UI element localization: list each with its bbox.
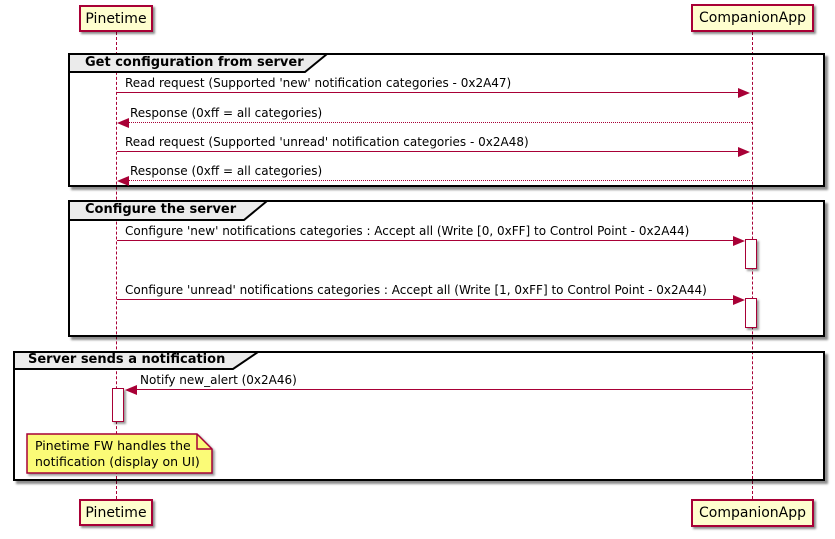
message-label: Configure 'new' notifications categories : Accept all (Write [0, 0xFF] to Control Point - 0x2A44) bbox=[125, 224, 690, 238]
note-line-1: Pinetime FW handles the bbox=[35, 438, 191, 453]
arrowhead-right-icon bbox=[733, 295, 745, 305]
message-line bbox=[117, 151, 739, 152]
frame-get-configuration-tab bbox=[68, 53, 329, 73]
message-line bbox=[117, 240, 734, 241]
arrowhead-left-icon bbox=[117, 176, 129, 186]
participant-label: Pinetime bbox=[85, 10, 147, 27]
note-text bbox=[35, 438, 200, 470]
frame-title: Configure the server bbox=[85, 202, 237, 217]
participant-label: CompanionApp bbox=[699, 10, 806, 26]
frame-title: Server sends a notification bbox=[28, 352, 226, 367]
message-line bbox=[117, 299, 734, 300]
message-line bbox=[128, 122, 752, 123]
message-label: Configure 'unread' notifications categories : Accept all (Write [1, 0xFF] to Control Point - 0x2A44) bbox=[125, 283, 707, 297]
arrowhead-right-icon bbox=[738, 88, 750, 98]
note-pinetime-fw bbox=[26, 433, 213, 474]
participant-pinetime-top bbox=[79, 5, 153, 32]
arrowhead-right-icon bbox=[738, 147, 750, 157]
message-line bbox=[117, 92, 739, 93]
participant-label: CompanionApp bbox=[699, 505, 806, 521]
participant-companionapp-bottom bbox=[691, 499, 814, 527]
arrowhead-left-icon bbox=[117, 118, 129, 128]
message-line bbox=[136, 389, 752, 390]
participant-pinetime-bottom bbox=[79, 499, 153, 526]
message-label: Read request (Supported 'new' notification categories - 0x2A47) bbox=[125, 76, 512, 90]
activation-companionapp-2 bbox=[745, 298, 757, 328]
message-label: Response (0xff = all categories) bbox=[130, 164, 323, 178]
activation-companionapp-1 bbox=[745, 239, 757, 269]
message-label: Response (0xff = all categories) bbox=[130, 106, 323, 120]
arrowhead-left-icon bbox=[125, 385, 137, 395]
arrowhead-right-icon bbox=[733, 236, 745, 246]
activation-pinetime bbox=[112, 388, 124, 422]
message-label: Read request (Supported 'unread' notification categories - 0x2A48) bbox=[125, 135, 529, 149]
message-label: Notify new_alert (0x2A46) bbox=[140, 373, 297, 387]
participant-label: Pinetime bbox=[85, 504, 147, 521]
frame-configure-server-tab bbox=[68, 200, 269, 221]
frame-title: Get configuration from server bbox=[85, 55, 304, 70]
frame-server-notification-tab bbox=[13, 351, 260, 370]
message-line bbox=[128, 180, 752, 181]
note-line-2: notification (display on UI) bbox=[35, 454, 200, 469]
participant-companionapp-top bbox=[691, 4, 814, 32]
